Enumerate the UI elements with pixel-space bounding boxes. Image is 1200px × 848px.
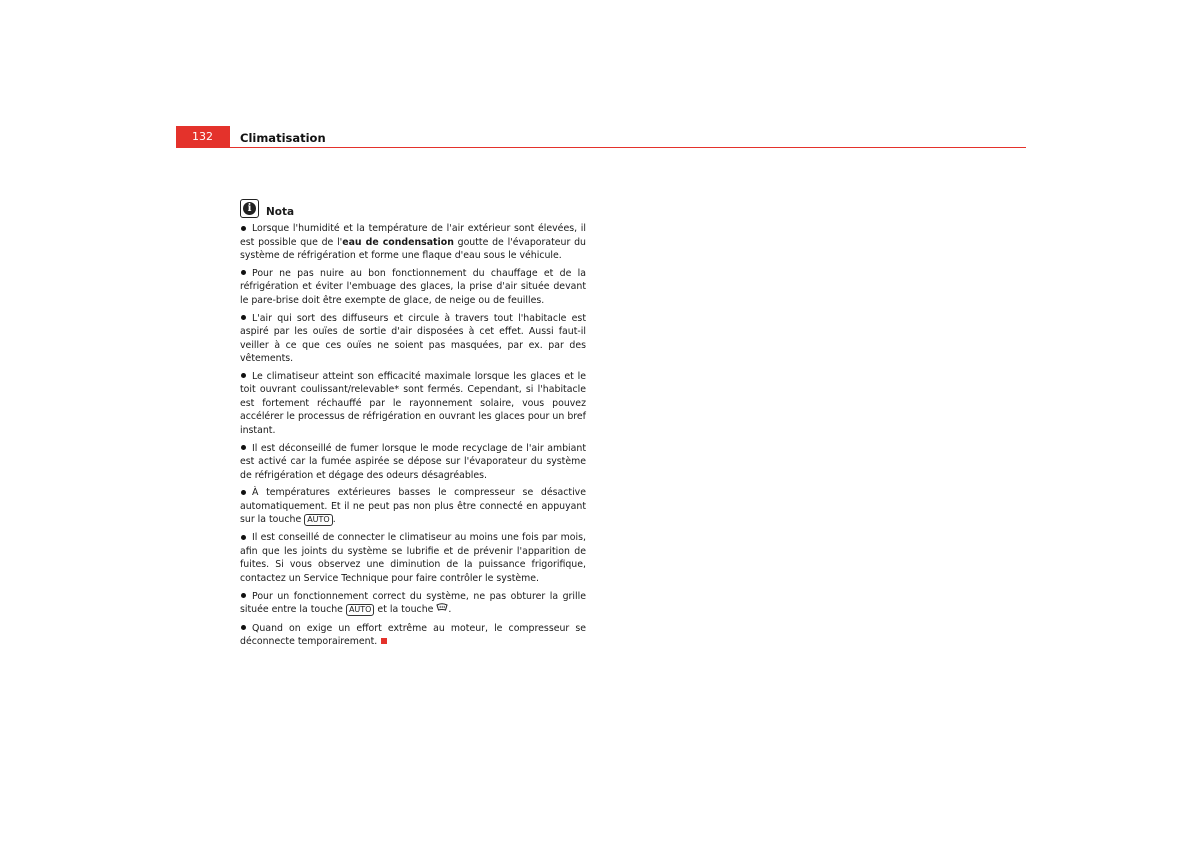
bullet-icon [241,270,246,275]
bold-term: eau de condensation [342,236,454,248]
note-item-compressor: Quand on exige un effort extrême au moteur, le compresseur se déconnecte temporairement. [240,622,586,648]
section-title: Climatisation [240,131,326,145]
note-item-air-intake: Pour ne pas nuire au bon fonctionnement du chauffage et de la réfrigération et éviter l'embuage des glaces, la prise d'air située devant le pare-brise doit être exempte de glace, de neige ou de feuilles. [240,267,586,306]
bullet-icon [241,315,246,320]
note-item-efficiency: Le climatiseur atteint son efficacité maximale lorsque les glaces et le toit ouvrant coulissant/relevable* sont fermés. Cependant, si l'habitacle est fortement réchauffé par le rayonnement solaire, vous pouvez accélérer le processus de réfrigération en ouvrant les glaces pour un bref instant. [240,370,586,436]
header-rule [176,147,1026,148]
end-of-section-icon [381,638,387,644]
bullet-icon [241,535,246,540]
note-item-smoking: Il est déconseillé de fumer lorsque le mode recyclage de l'air ambiant est activé car la fumée aspirée se dépose sur l'évaporateur du système de réfrigération et dégage des odeurs désagréables. [240,442,586,481]
note-item-grille: Pour un fonctionnement correct du système, ne pas obturer la grille située entre la touche AUTO et la touche . [240,590,586,618]
auto-key: AUTO [346,604,375,616]
note-header [240,196,586,218]
windshield-defrost-icon [436,603,448,618]
note-item-air-outlets: L'air qui sort des diffuseurs et circule à travers tout l'habitacle est aspiré par les ouïes de sortie d'air disposées à cet effet. Aussi faut-il veiller à ce que ces ouïes ne soient pas masquées, par ex. par des vêtements. [240,312,586,365]
page-header [176,126,1026,150]
auto-key: AUTO [304,514,333,526]
note-box [240,196,586,653]
page-number: 132 [176,126,230,148]
note-title: Nota [266,206,295,218]
bullet-icon [241,490,246,495]
note-item-condensation: Lorsque l'humidité et la température de l'air extérieur sont élevées, il est possible que de l'eau de condensation goutte de l'évaporateur du système de réfrigération et forme une flaque d'eau sous le véhicule. [240,223,586,261]
bullet-icon [241,373,246,378]
bullet-icon [241,625,246,630]
note-item-low-temperature: À températures extérieures basses le compresseur se désactive automatiquement. Et il ne peut pas non plus être connecté en appuyant sur la touche AUTO . [240,487,586,526]
info-icon: i [240,199,259,218]
bullet-icon [241,226,246,231]
note-item-monthly-use: Il est conseillé de connecter le climatiseur au moins une fois par mois, afin que les joints du système se lubrifie et de prévenir l'apparition de fuites. Si vous observez une diminution de la puissance frigorifique, contactez un Service Technique pour faire contrôler le système. [240,532,586,584]
bullet-icon [241,445,246,450]
bullet-icon [241,593,246,598]
